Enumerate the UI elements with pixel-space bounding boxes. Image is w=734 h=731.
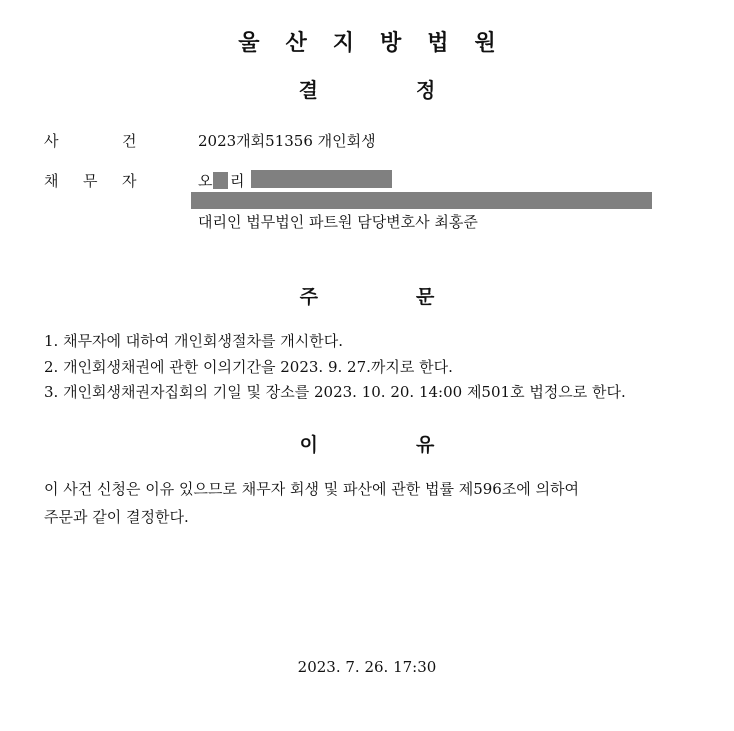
order-heading-char-1: 주 (299, 286, 318, 308)
debtor-label-1: 채 (44, 172, 59, 190)
decision-title-char-2: 정 (416, 78, 436, 102)
order-heading-char-2: 문 (416, 286, 435, 308)
reason-text-line-1: 이 사건 신청은 이유 있으므로 채무자 회생 및 파산에 관한 법률 제596조에 의하여 (44, 480, 580, 498)
reason-text-line-2: 주문과 같이 결정한다. (44, 508, 189, 526)
debtor-label-2: 무 (83, 172, 98, 190)
case-label (44, 130, 59, 151)
debtor-label-3: 자 (122, 172, 137, 190)
decision-title-char-1: 결 (298, 78, 318, 102)
court-name: 울산지방법원 (238, 31, 522, 56)
case-label-char-2: 건 (122, 132, 137, 150)
debtor-id-redaction (251, 170, 392, 188)
decision-title (0, 74, 734, 103)
reason-heading-char-2: 유 (416, 434, 435, 456)
order-item: 2. 개인회생채권에 관한 이의기간을 2023. 9. 27.까지로 한다. (44, 358, 453, 376)
case-number: 2023개회51356 개인회생 (198, 132, 376, 150)
debtor-name-redaction (213, 172, 228, 189)
case-label-2 (122, 130, 137, 151)
order-item: 1. 채무자에 대하여 개인회생절차를 개시한다. (44, 332, 343, 350)
case-label-char-1: 사 (44, 132, 59, 150)
decision-date: 2023. 7. 26. 17:30 (297, 658, 437, 676)
order-heading (0, 282, 734, 309)
debtor-name-first: 오 (198, 172, 213, 190)
reason-heading (0, 430, 734, 457)
debtor-address-redaction (191, 192, 652, 209)
debtor-agent: 대리인 법무법인 파트원 담당변호사 최홍준 (198, 213, 478, 231)
debtor-name-last: 리 (230, 172, 245, 190)
reason-heading-char-1: 이 (299, 434, 318, 456)
order-item: 3. 개인회생채권자집회의 기일 및 장소를 2023. 10. 20. 14:00 제501호 법정으로 한다. (44, 383, 626, 401)
